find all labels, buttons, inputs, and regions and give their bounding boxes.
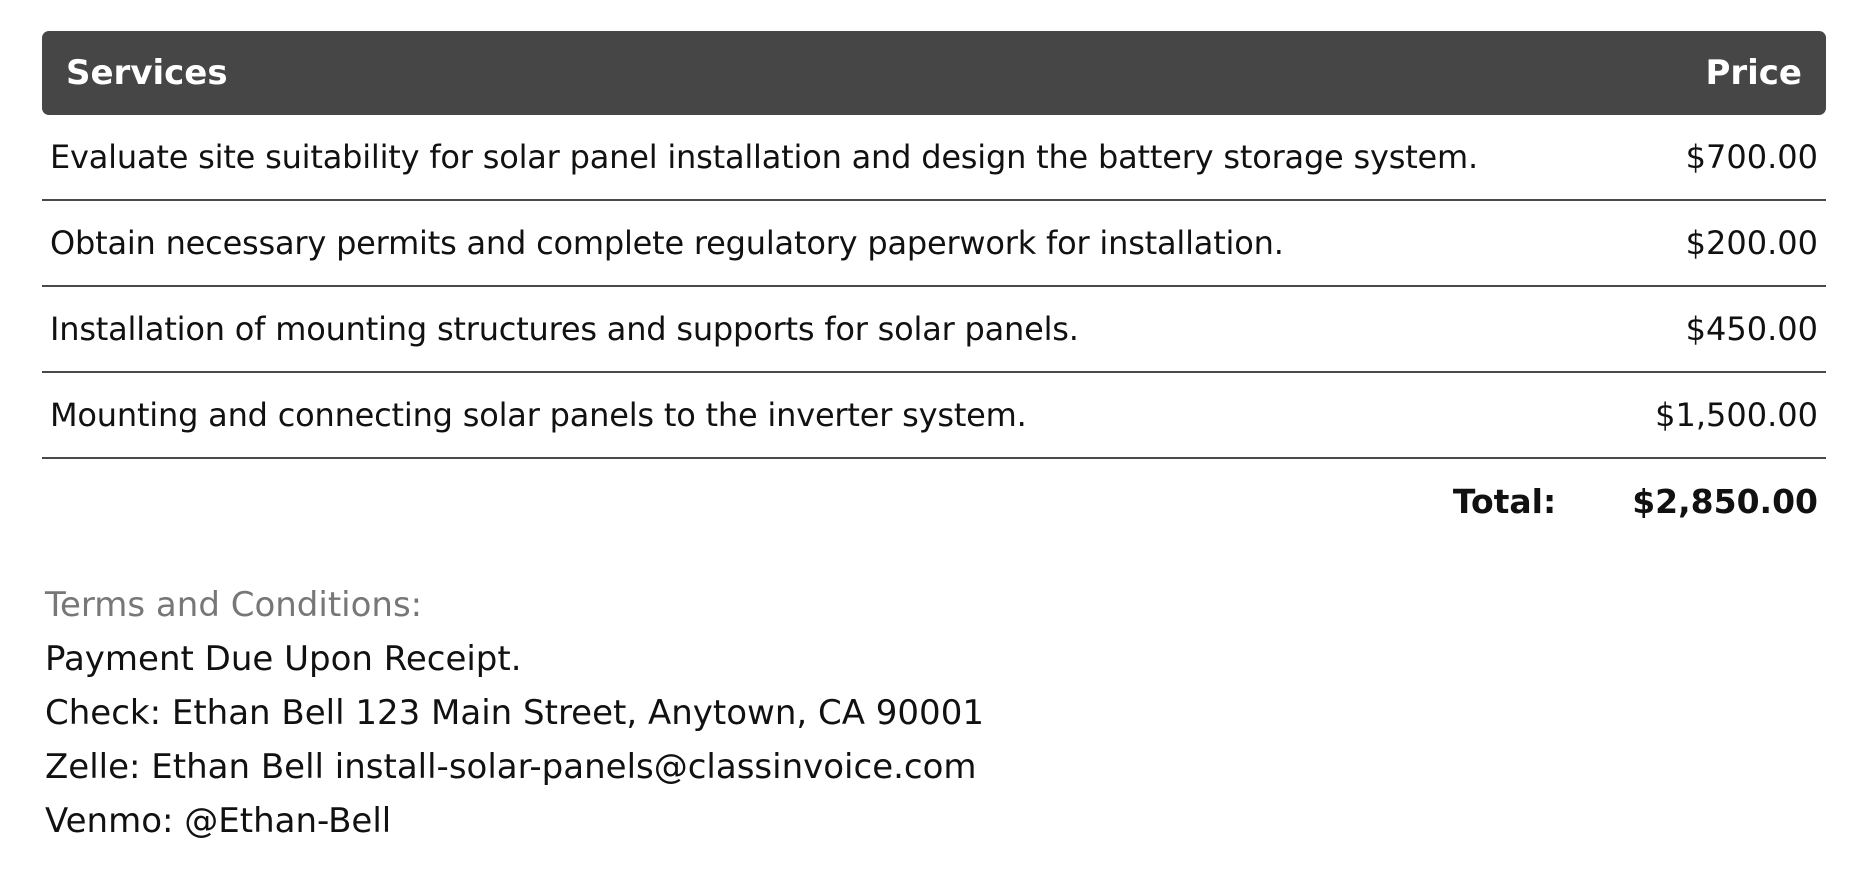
service-description: Mounting and connecting solar panels to the inverter system. bbox=[50, 396, 1027, 434]
service-description: Installation of mounting structures and supports for solar panels. bbox=[50, 310, 1079, 348]
service-description: Evaluate site suitability for solar panel installation and design the battery storage system. bbox=[50, 138, 1478, 176]
services-column-header: Services bbox=[66, 53, 228, 93]
table-row bbox=[42, 287, 1826, 373]
services-table bbox=[42, 31, 1826, 543]
service-price: $1,500.00 bbox=[1655, 396, 1818, 434]
service-price: $450.00 bbox=[1685, 310, 1818, 348]
service-price: $200.00 bbox=[1685, 224, 1818, 262]
price-column-header: Price bbox=[1705, 53, 1802, 93]
service-description: Obtain necessary permits and complete regulatory paperwork for installation. bbox=[50, 224, 1284, 262]
terms-section bbox=[45, 578, 984, 848]
total-value: $2,850.00 bbox=[1632, 481, 1818, 521]
table-row bbox=[42, 373, 1826, 459]
terms-title: Terms and Conditions: bbox=[45, 585, 423, 625]
check-payment-line: Check: Ethan Bell 123 Main Street, Anytown, CA 90001 bbox=[45, 693, 984, 733]
total-label: Total: bbox=[1452, 481, 1557, 521]
service-price: $700.00 bbox=[1685, 138, 1818, 176]
table-header bbox=[42, 31, 1826, 115]
zelle-payment-line: Zelle: Ethan Bell install-solar-panels@classinvoice.com bbox=[45, 747, 977, 787]
total-row bbox=[42, 459, 1826, 543]
table-row bbox=[42, 201, 1826, 287]
venmo-payment-line: Venmo: @Ethan-Bell bbox=[45, 801, 392, 841]
table-row bbox=[42, 115, 1826, 201]
payment-due-line: Payment Due Upon Receipt. bbox=[45, 639, 522, 679]
